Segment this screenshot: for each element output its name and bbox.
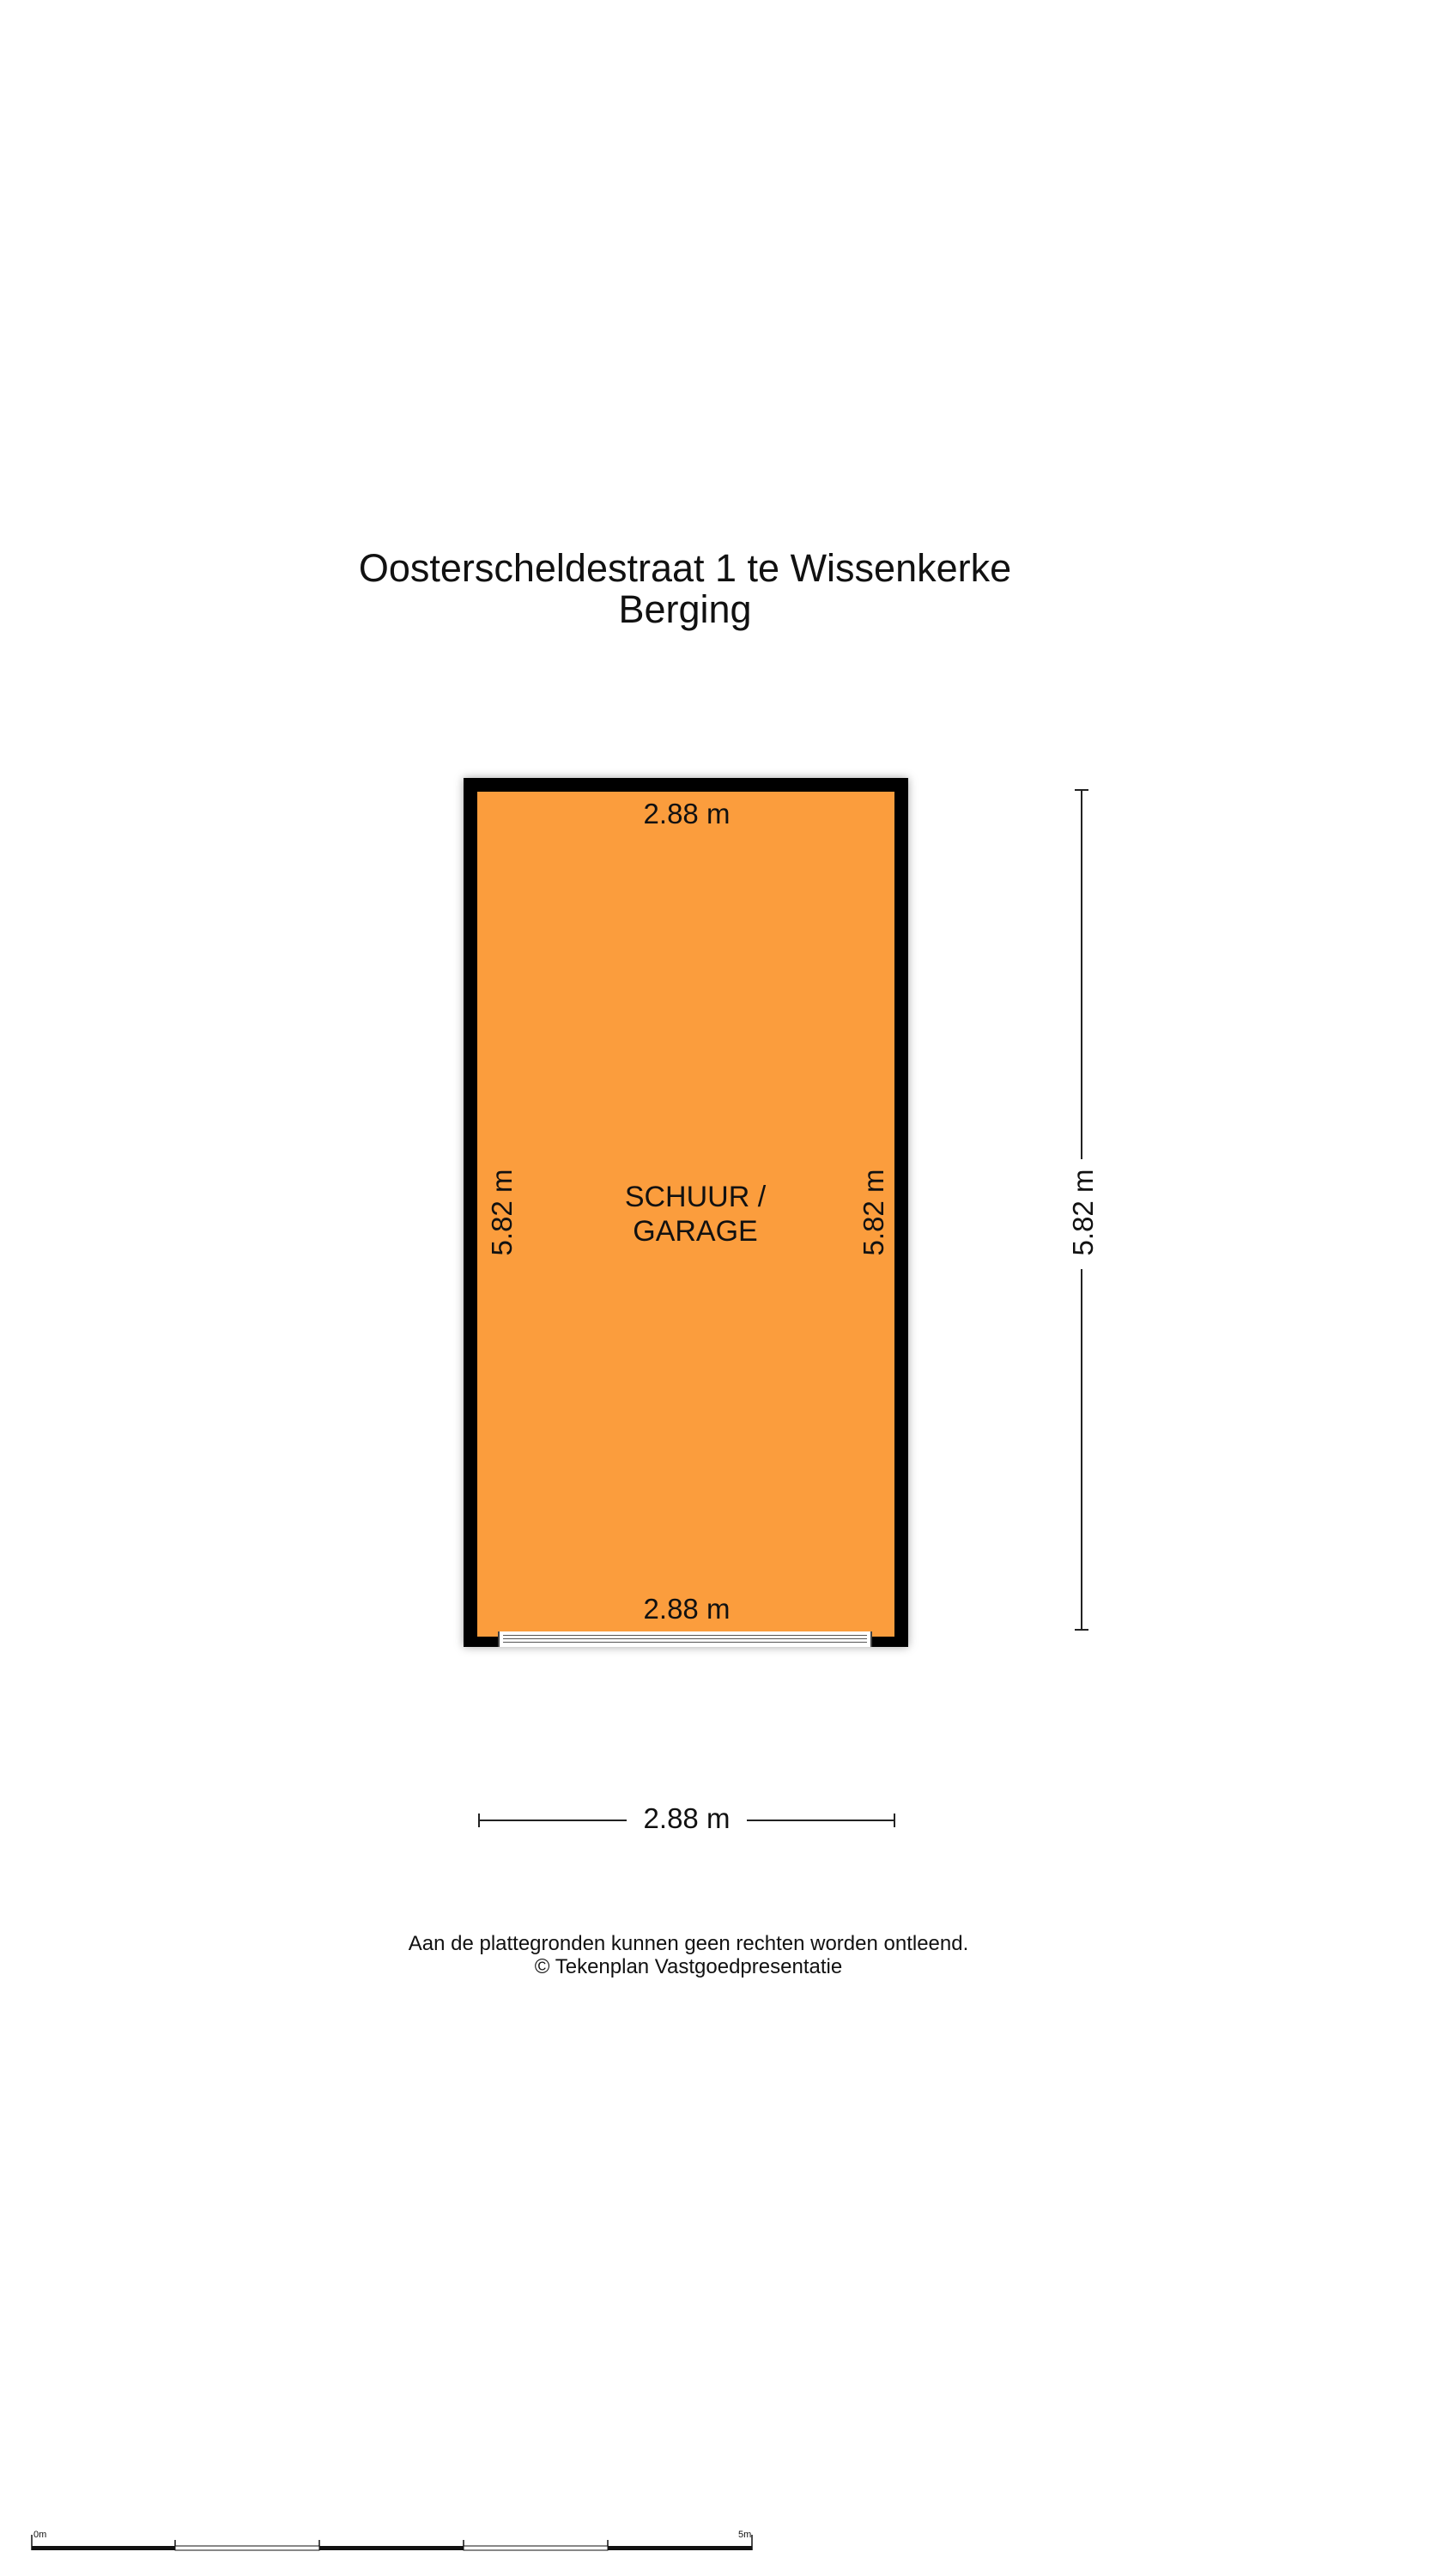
- page-title: Oosterscheldestraat 1 te Wissenkerke: [358, 546, 1012, 590]
- scale-bar-start-label: 0m: [33, 2530, 47, 2540]
- copyright-text: © Tekenplan Vastgoedpresentatie: [534, 1955, 843, 1978]
- room-width-label-top: 2.88 m: [643, 798, 731, 829]
- floor-subtitle: Berging: [618, 587, 752, 631]
- disclaimer-text: Aan de plattegronden kunnen geen rechten worden ontleend.: [408, 1932, 969, 1955]
- room-depth-label-left: 5.82 m: [486, 1169, 518, 1256]
- room-width-label-bottom: 2.88 m: [643, 1593, 731, 1625]
- vertical-dimension-label: 5.82 m: [1067, 1169, 1099, 1256]
- door-opening: [498, 1631, 872, 1647]
- horizontal-dimension-label: 2.88 m: [627, 1803, 747, 1834]
- room-name-line-1: SCHUUR /: [624, 1181, 767, 1213]
- scale-bar: [31, 2528, 761, 2554]
- room-name-line-2: GARAGE: [633, 1215, 758, 1248]
- room-depth-label-right: 5.82 m: [858, 1169, 889, 1256]
- scale-bar-end-label: 5m: [738, 2530, 752, 2540]
- room-name: [549, 1180, 841, 1249]
